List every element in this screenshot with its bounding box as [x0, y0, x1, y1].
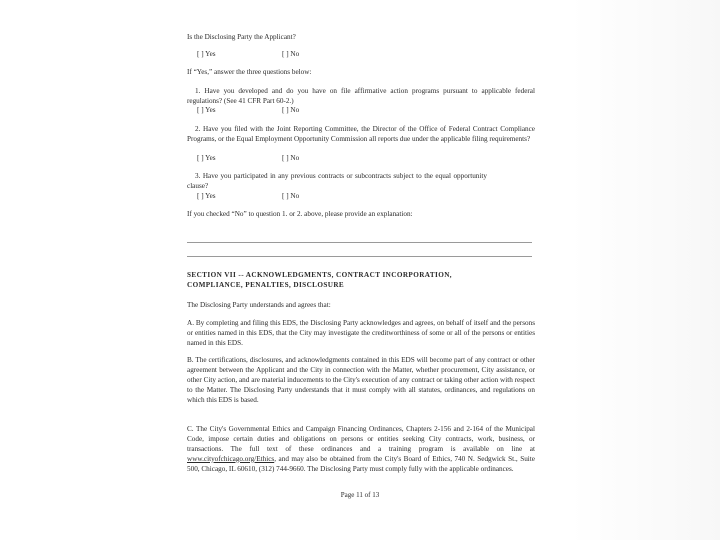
applicant-yes-checkbox[interactable]: [ ] Yes [197, 50, 216, 58]
ethics-link[interactable]: www.cityofchicago.org/Ethics [187, 454, 275, 463]
explanation-line-1[interactable] [187, 242, 532, 243]
section-title-line-1: SECTION VII -- ACKNOWLEDGMENTS, CONTRACT INCORPORATION, [187, 271, 453, 279]
q2-no-checkbox[interactable]: [ ] No [282, 154, 300, 162]
paragraph-c [187, 425, 535, 475]
applicant-question: Is the Disclosing Party the Applicant? [187, 33, 296, 41]
explanation-line-2[interactable] [187, 256, 532, 257]
q2-yes-checkbox[interactable]: [ ] Yes [197, 154, 216, 162]
question-2: 2. Have you filed with the Joint Reporting Committee, the Director of the Office of Federal Contract Compliance Programs, or the Equal Employment Opportunity Commission all reports due under the applicable filing requirements? [187, 125, 535, 143]
q1-no-checkbox[interactable]: [ ] No [282, 106, 300, 114]
paragraph-c-text: C. The City's Governmental Ethics and Campaign Financing Ordinances, Chapters 2-156 and 2-164 of the Municipal Code, impose certain duties and obligations on persons or entities seeking City contracts, work, business, or transactions. The full text of these ordinances and a training program is available on line at [187, 425, 535, 453]
q1-yes-checkbox[interactable]: [ ] Yes [197, 106, 216, 114]
page-number: Page 11 of 13 [340, 491, 380, 499]
section-title-line-2: COMPLIANCE, PENALTIES, DISCLOSURE [187, 280, 345, 289]
applicant-no-checkbox[interactable]: [ ] No [282, 50, 300, 58]
intro-text: The Disclosing Party understands and agrees that: [187, 301, 331, 309]
section-title [187, 271, 535, 291]
paragraph-b: B. The certifications, disclosures, and acknowledgments contained in this EDS will become part of any contract or other agreement between the Applicant and the City in connection with the Matter, whether procurement, City assistance, or other City action, and are material inducements to the City's execution of any contract or taking other action with respect to the Matter. The Disclosing Party understands that it must comply with all statutes, ordinances, and regulations on which this EDS is based. [187, 356, 535, 404]
paragraph-a: A. By completing and filing this EDS, the Disclosing Party acknowledges and agrees, on behalf of itself and the persons or entities named in this EDS, that the City may investigate the creditworthiness of some or all of the persons or entities named in this EDS. [187, 319, 535, 347]
question-1: 1. Have you developed and do you have on file affirmative action programs pursuant to applicable federal regulations? (See 41 CFR Part 60-2.) [187, 87, 535, 105]
q3-yes-checkbox[interactable]: [ ] Yes [197, 192, 216, 200]
if-yes-instruction: If “Yes,” answer the three questions below: [187, 68, 312, 76]
q3-no-checkbox[interactable]: [ ] No [282, 192, 300, 200]
scan-shadow [570, 0, 720, 540]
explanation-prompt: If you checked “No” to question 1. or 2. above, please provide an explanation: [187, 210, 413, 218]
paragraph-c-text-end: , and may also be obtained from the City's Board of Ethics, 740 N. Sedgwick St., Suite 500, Chicago, IL 60610, (312) 744-9660. The Disclosing Party must comply fully with the applicable ordinances. [187, 454, 535, 473]
question-3: 3. Have you participated in any previous contracts or subcontracts subject to the equal opportunity clause? [187, 172, 487, 190]
